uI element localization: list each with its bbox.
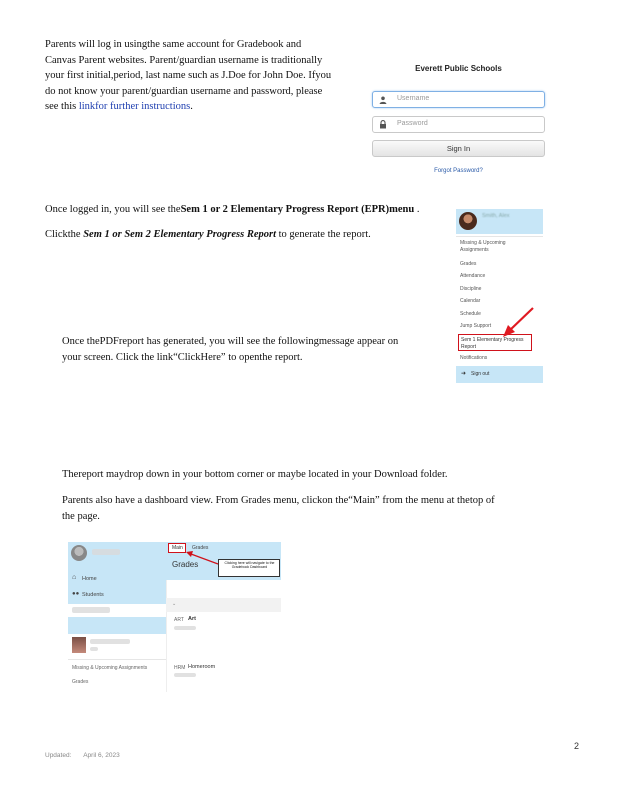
- menu-item-attendance[interactable]: Attendance: [460, 273, 486, 279]
- epr-menu-screenshot: [456, 209, 543, 383]
- main-tab-label: Main: [172, 545, 183, 551]
- forgot-password-link[interactable]: Forgot Password?: [434, 168, 483, 174]
- intro-line: your first initial,period, last name such as J.Doe for John Doe. Ifyou: [45, 70, 332, 81]
- dash-student-selected[interactable]: [68, 617, 166, 634]
- intro-line: do not know your parent/guardian username and password, please: [45, 85, 323, 97]
- sign-out-bar[interactable]: [456, 366, 543, 383]
- students-icon: ●●: [72, 591, 80, 597]
- menu-item-schedule[interactable]: Schedule: [460, 311, 481, 317]
- username-placeholder: Username: [397, 95, 430, 102]
- pdf-line: Once thePDFreport has generated, you will see the followingmessage appear on: [62, 336, 399, 347]
- dashboard-paragraph: [62, 493, 552, 524]
- epr-line-1: [45, 202, 445, 218]
- dash-top-bar: [166, 542, 281, 580]
- epr-text: to generate the report.: [276, 229, 371, 240]
- home-icon: ⌂: [72, 574, 77, 581]
- dash-callout: [218, 559, 280, 577]
- epr-menu-name: Sem 1 or 2 Elementary Progress Report (EPR)menu: [180, 204, 415, 215]
- dash-nav-missing[interactable]: Missing & Upcoming Assignments: [72, 665, 148, 671]
- dash-heading: Grades: [172, 560, 199, 569]
- dashboard-line: the page.: [62, 510, 100, 522]
- dash-student-row: [72, 607, 110, 613]
- login-form: [372, 60, 545, 180]
- updated-label: Updated:: [45, 752, 72, 759]
- dash-user-name: [92, 549, 120, 555]
- instructions-link[interactable]: linkfor further instructions: [78, 101, 191, 112]
- menu-item-support[interactable]: Jump Support: [460, 323, 492, 329]
- menu-divider: [456, 236, 543, 237]
- intro-text: .: [190, 101, 193, 112]
- course-homeroom[interactable]: Homeroom: [188, 664, 216, 670]
- page-number: 2: [574, 741, 580, 751]
- epr-text: .: [414, 204, 420, 215]
- user-icon: [373, 92, 393, 107]
- epr-text: Once logged in, you will see the: [45, 204, 181, 215]
- dash-filter-chevron[interactable]: ⌄: [172, 601, 177, 607]
- epr-report-name: Sem 1 or Sem 2 Elementary Progress Report: [83, 229, 276, 240]
- course-art[interactable]: Art: [188, 616, 196, 622]
- sign-in-button[interactable]: Sign In: [372, 140, 545, 157]
- epr-text: Clickthe: [45, 229, 84, 240]
- avatar: [459, 212, 477, 230]
- pdf-paragraph: [62, 334, 442, 365]
- menu-item-notifications[interactable]: Notifications: [460, 355, 488, 361]
- password-placeholder: Password: [397, 120, 428, 127]
- menu-user-name: Smith, Alex: [482, 213, 510, 219]
- dashboard-screenshot: [68, 542, 281, 692]
- dash-callout-text: Clicking here will navigate to the Gradebook Dashboard: [224, 561, 275, 569]
- lock-icon: [373, 117, 393, 132]
- red-arrow-icon: [500, 305, 540, 345]
- menu-item-epr-report: Report: [461, 344, 477, 350]
- course-homeroom-detail: [174, 673, 196, 677]
- menu-header: [456, 209, 543, 234]
- dash-nav-home[interactable]: Home: [82, 576, 97, 582]
- course-prefix-art: ART: [174, 617, 184, 623]
- menu-item-assignments[interactable]: Assignments: [460, 247, 489, 253]
- dash-sidebar: [68, 542, 167, 692]
- username-field[interactable]: [372, 91, 545, 108]
- epr-line-2: [45, 227, 445, 243]
- updated-footer: [45, 752, 120, 759]
- dash-student-avatar: [72, 637, 86, 653]
- menu-item-discipline[interactable]: Discipline: [460, 286, 482, 292]
- dash-divider: [68, 659, 166, 660]
- intro-line: Parents will log in usingthe same account for Gradebook and: [45, 39, 302, 50]
- intro-text: see this: [45, 101, 79, 112]
- download-note: Thereport maydrop down in your bottom corner or maybe located in your Download folder.: [62, 469, 448, 480]
- pdf-line: your screen. Click the link“ClickHere” to openthe report.: [62, 351, 303, 363]
- grades-tab[interactable]: Grades: [192, 545, 209, 551]
- password-field[interactable]: [372, 116, 545, 133]
- menu-item-grades[interactable]: Grades: [460, 261, 477, 267]
- intro-line: [45, 99, 365, 115]
- dash-student-name: [90, 639, 130, 644]
- menu-item-epr: Sem 1 Elementary Progress: [461, 337, 524, 343]
- login-title: Everett Public Schools: [415, 64, 502, 73]
- main-tab[interactable]: [168, 543, 186, 553]
- dash-nav-grades[interactable]: Grades: [72, 679, 89, 685]
- dash-nav-students[interactable]: Students: [82, 592, 104, 598]
- sign-out-icon: ➜: [461, 371, 467, 377]
- course-art-detail: [174, 626, 196, 630]
- menu-item-calendar[interactable]: Calendar: [460, 298, 481, 304]
- menu-item-missing[interactable]: Missing & Upcoming: [460, 240, 506, 246]
- course-prefix-hrm: HRM: [174, 665, 186, 671]
- callout-arrow-icon: [185, 550, 219, 566]
- sign-out-label: Sign out: [471, 371, 490, 377]
- intro-paragraph: [45, 37, 365, 115]
- updated-date: April 6, 2023: [83, 752, 120, 759]
- dashboard-line: Parents also have a dashboard view. From Grades menu, clickon the“Main” from the menu at thetop of: [62, 495, 495, 506]
- dash-avatar: [71, 545, 87, 561]
- dash-student-id: [90, 647, 98, 651]
- intro-line: Canvas Parent websites. Parent/guardian username is traditionally: [45, 54, 323, 66]
- dash-filter-row: [166, 598, 281, 612]
